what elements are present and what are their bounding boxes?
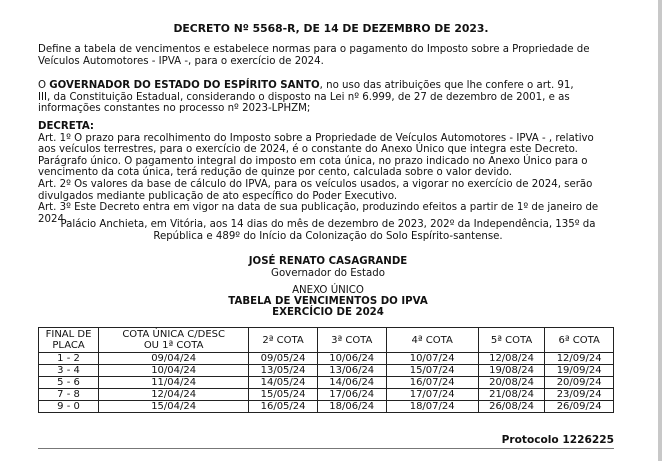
cell-cota-5: 19/08/24 <box>478 365 545 377</box>
column-header-cota-5: 5ª COTA <box>478 328 545 353</box>
palacio-line: Palácio Anchieta, em Vitória, aos 14 dias do mês de dezembro de 2023, 202º da Independência, 135º da <box>60 219 596 230</box>
decree-title: DECRETO Nº 5568-R, DE 14 DE DEZEMBRO DE 2023. <box>173 22 489 35</box>
cell-cota-6: 19/09/24 <box>545 365 614 377</box>
annex-title: TABELA DE VENCIMENTOS DO IPVA <box>228 296 428 307</box>
protocol-number: Protocolo 1226225 <box>501 434 614 446</box>
annex-subtitle: EXERCÍCIO DE 2024 <box>272 307 384 318</box>
decreta-heading: DECRETA: <box>38 121 95 132</box>
preamble-text: , no uso das atribuições que lhe confere o art. 91, <box>319 80 574 91</box>
cell-cota-4: 16/07/24 <box>386 377 478 389</box>
paragraph-unico: Parágrafo único. O pagamento integral do imposto em cota única, no prazo indicado no Anexo Único para o <box>38 155 588 167</box>
signature <box>38 256 618 279</box>
annex-heading <box>38 285 618 318</box>
cell-cota-6: 23/09/24 <box>545 389 614 401</box>
cell-cota-3: 18/06/24 <box>317 401 386 413</box>
cell-cota-2: 15/05/24 <box>249 389 318 401</box>
cell-placa: 5 - 6 <box>39 377 99 389</box>
article-1: aos veículos terrestres, para o exercício de 2024, é o constante do Anexo Único que integra este Decreto. <box>38 144 578 156</box>
cell-cota-6: 20/09/24 <box>545 377 614 389</box>
cell-cota-4: 15/07/24 <box>386 365 478 377</box>
page-edge <box>658 0 662 461</box>
governor-title: GOVERNADOR DO ESTADO DO ESPÍRITO SANTO <box>49 80 320 91</box>
cell-cota-2: 14/05/24 <box>249 377 318 389</box>
cell-cota-4: 18/07/24 <box>386 401 478 413</box>
cell-cota-2: 13/05/24 <box>249 365 318 377</box>
cell-placa: 9 - 0 <box>39 401 99 413</box>
cell-cota-3: 13/06/24 <box>317 365 386 377</box>
cell-cota-5: 26/08/24 <box>478 401 545 413</box>
column-header-cota-3: 3ª COTA <box>317 328 386 353</box>
protocol-divider <box>38 448 614 449</box>
cell-cota-unica: 11/04/24 <box>99 377 249 389</box>
palacio-line: República e 489º do Início da Colonização do Solo Espírito-santense. <box>153 230 503 242</box>
cell-cota-unica: 10/04/24 <box>99 365 249 377</box>
ipva-due-dates-table <box>38 327 614 413</box>
cell-cota-2: 16/05/24 <box>249 401 318 413</box>
cell-cota-4: 10/07/24 <box>386 353 478 365</box>
cell-cota-4: 17/07/24 <box>386 389 478 401</box>
column-header-placa: FINAL DE PLACA <box>39 328 99 353</box>
cell-cota-unica: 15/04/24 <box>99 401 249 413</box>
table-row <box>39 389 614 401</box>
preamble <box>38 80 618 115</box>
article-2: Art. 2º Os valores da base de cálculo do IPVA, para os veículos usados, a vigorar no exercício de 2024, serão <box>38 178 593 190</box>
column-header-cota-6: 6ª COTA <box>545 328 614 353</box>
ementa-line: Define a tabela de vencimentos e estabelece normas para o pagamento do Imposto sobre a Propriedade de <box>38 44 590 55</box>
signer-role: Governador do Estado <box>271 267 385 279</box>
cell-cota-5: 20/08/24 <box>478 377 545 389</box>
table-row <box>39 365 614 377</box>
cell-cota-6: 26/09/24 <box>545 401 614 413</box>
ementa-line: Veículos Automotores - IPVA -, para o exercício de 2024. <box>38 55 324 67</box>
cell-cota-3: 17/06/24 <box>317 389 386 401</box>
table-header-row <box>39 328 614 353</box>
cell-cota-3: 14/06/24 <box>317 377 386 389</box>
article-2: divulgados mediante publicação de ato específico do Poder Executivo. <box>38 190 398 202</box>
annex-label: ANEXO ÚNICO <box>292 285 364 296</box>
decree-body <box>38 121 618 225</box>
preamble-line: III, da Constituição Estadual, considerando o disposto na Lei nº 6.999, de 27 de dezembro de 2001, e as <box>38 91 570 103</box>
cell-cota-unica: 09/04/24 <box>99 353 249 365</box>
cell-cota-unica: 12/04/24 <box>99 389 249 401</box>
paragraph-unico: vencimento da cota única, terá redução de quinze por cento, calculada sobre o valor devido. <box>38 167 513 179</box>
column-header-cota-unica: COTA ÚNICA C/DESC OU 1ª COTA <box>99 328 249 353</box>
cell-cota-2: 09/05/24 <box>249 353 318 365</box>
table-row <box>39 353 614 365</box>
cell-placa: 3 - 4 <box>39 365 99 377</box>
ementa <box>38 44 618 67</box>
palacio-statement <box>38 219 618 242</box>
table-row <box>39 401 614 413</box>
cell-placa: 7 - 8 <box>39 389 99 401</box>
article-1: Art. 1º O prazo para recolhimento do Imposto sobre a Propriedade de Veículos Automotores - IPVA - , relativo <box>38 132 594 144</box>
preamble-line <box>38 80 618 92</box>
cell-cota-6: 12/09/24 <box>545 353 614 365</box>
article-3: Art. 3º Este Decreto entra em vigor na data de sua publicação, produzindo efeitos a partir de 1º de janeiro de 2024. <box>38 202 599 225</box>
cell-placa: 1 - 2 <box>39 353 99 365</box>
table-row <box>39 377 614 389</box>
signer-name: JOSÉ RENATO CASAGRANDE <box>248 256 408 267</box>
column-header-cota-4: 4ª COTA <box>386 328 478 353</box>
column-header-cota-2: 2ª COTA <box>249 328 318 353</box>
cell-cota-5: 21/08/24 <box>478 389 545 401</box>
preamble-line: informações constantes no processo nº 2023-LPHZM; <box>38 103 311 115</box>
cell-cota-3: 10/06/24 <box>317 353 386 365</box>
preamble-text: O <box>38 80 50 91</box>
cell-cota-5: 12/08/24 <box>478 353 545 365</box>
